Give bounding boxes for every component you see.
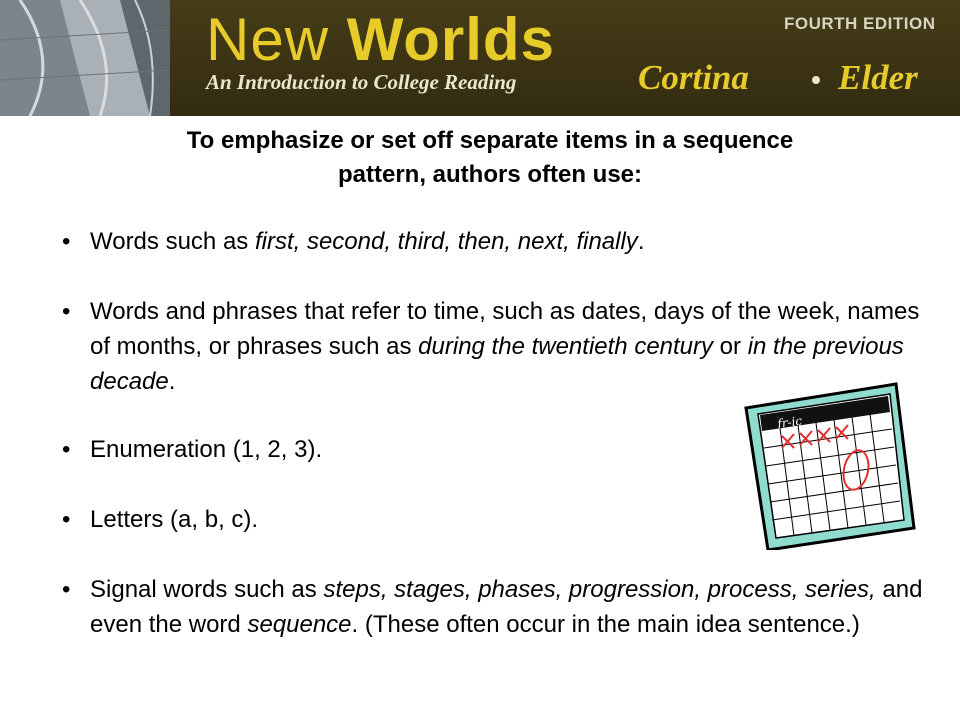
bullet-marker: • <box>62 298 71 325</box>
bullet-item-enumeration <box>62 432 690 467</box>
bullet-text: . <box>168 368 176 395</box>
author-name-2: Elder <box>838 58 918 97</box>
bullet-marker: • <box>62 436 71 463</box>
bullet-text: . <box>637 228 645 255</box>
svg-text:fr-ic: fr-ic <box>776 413 803 431</box>
bullet-marker: • <box>62 576 71 603</box>
building-photo <box>0 0 170 116</box>
calendar-clipart-icon <box>738 378 918 550</box>
bullet-marker: • <box>62 506 71 533</box>
bullet-text: Signal words such as <box>90 576 324 603</box>
bullet-item-letters <box>62 502 690 537</box>
book-title <box>206 8 555 72</box>
book-subtitle: An Introduction to College Reading <box>206 70 517 94</box>
bullet-italic-text: in the previous decade <box>90 333 904 395</box>
bullet-text: Enumeration (1, 2, 3). <box>90 436 323 463</box>
bullet-text: and even the word <box>90 576 923 638</box>
header-banner <box>0 0 960 116</box>
author-name-1: Cortina <box>638 58 749 97</box>
bullet-text: Letters (a, b, c). <box>90 506 259 533</box>
bullet-text: Words such as <box>90 228 255 255</box>
bullet-marker: • <box>62 228 71 255</box>
bullet-italic-text: steps, stages, phases, progression, process, series, <box>323 576 876 603</box>
book-title-word1: New <box>206 6 330 73</box>
slide-heading <box>40 124 940 192</box>
bullet-italic-text: during the twentieth century <box>418 333 714 360</box>
bullet-item-signal-words <box>62 572 950 642</box>
slide-heading-line-1: To emphasize or set off separate items in a sequence <box>186 127 794 154</box>
edition-label: FOURTH EDITION <box>784 14 936 33</box>
author-separator-dot <box>812 76 820 84</box>
bullet-text: . (These often occur in the main idea sentence.) <box>351 611 860 638</box>
book-title-word2: Worlds <box>346 6 555 73</box>
bullet-italic-text: sequence <box>247 611 352 638</box>
bullet-italic-text: first, second, third, then, next, finally <box>254 228 638 255</box>
bullet-item-sequence-words <box>62 224 950 259</box>
bullet-text: Words and phrases that refer to time, such as dates, days of the week, names of months, or phrases such as <box>90 298 920 360</box>
slide-heading-line-2: pattern, authors often use: <box>337 161 643 188</box>
bullet-text: or <box>713 333 748 360</box>
